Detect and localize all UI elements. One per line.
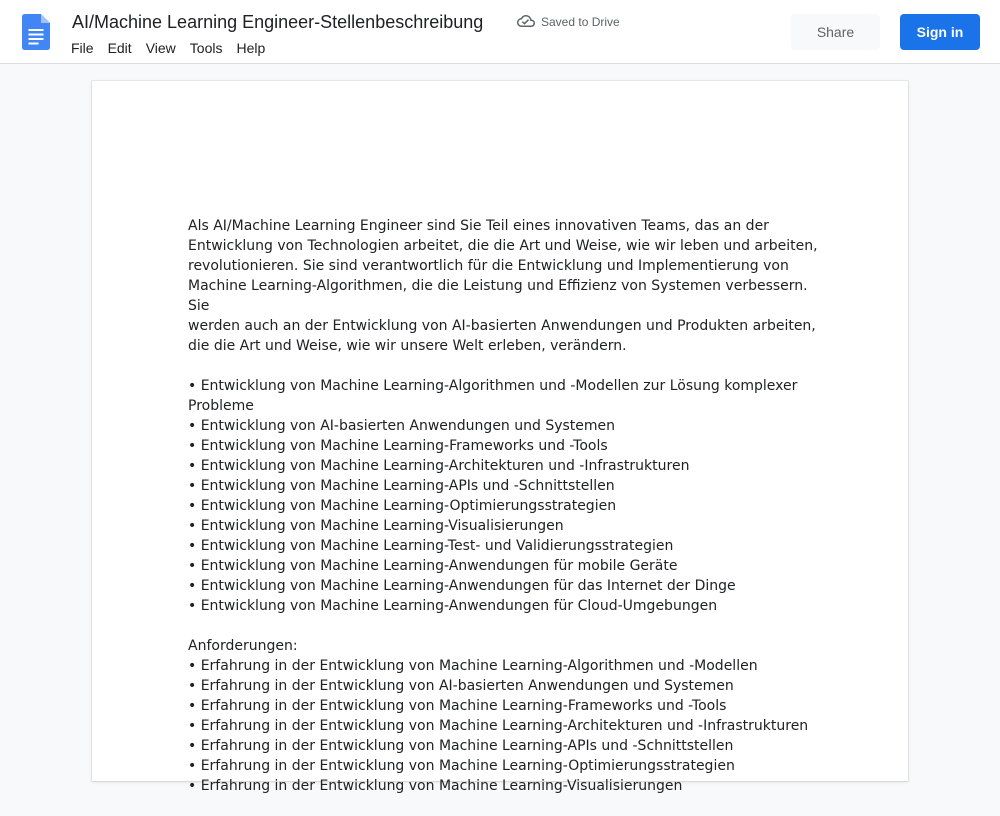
- tasks-list: [188, 376, 818, 616]
- list-item: • Entwicklung von Machine Learning-APIs und -Schnittstellen: [188, 478, 615, 494]
- list-item: • Erfahrung in der Entwicklung von AI-basierten Anwendungen und Systemen: [188, 678, 734, 694]
- menu-view[interactable]: View: [145, 40, 176, 56]
- share-label: Share: [816, 24, 855, 40]
- list-item: • Erfahrung in der Entwicklung von Machine Learning-Algorithmen und -Modellen: [188, 658, 758, 674]
- app-header: [0, 0, 1000, 64]
- list-item: • Entwicklung von Machine Learning-Architekturen und -Infrastrukturen: [188, 458, 690, 474]
- list-item: • Erfahrung in der Entwicklung von Machine Learning-Architekturen und -Infrastrukturen: [188, 718, 809, 734]
- list-item: • Erfahrung in der Entwicklung von Machine Learning-Frameworks und -Tools: [188, 698, 727, 714]
- share-button[interactable]: [791, 14, 880, 50]
- document-body[interactable]: [188, 216, 818, 816]
- intro-paragraph: [188, 216, 818, 356]
- list-item: • Erfahrung in der Entwicklung von Machine Learning-Optimierungsstrategien: [188, 758, 735, 774]
- text-line: Machine Learning-Algorithmen, die die Leistung und Effizienz von Systemen verbessern. Sie: [188, 278, 808, 314]
- list-item: • Erfahrung in der Entwicklung von Machine Learning-Visualisierungen: [188, 778, 683, 794]
- list-item: • Entwicklung von Machine Learning-Frameworks und -Tools: [188, 438, 608, 454]
- document-title[interactable]: AI/Machine Learning Engineer-Stellenbeschreibung: [72, 12, 484, 32]
- list-item: • Entwicklung von Machine Learning-Optimierungsstrategien: [188, 498, 617, 514]
- list-item: • Entwicklung von Machine Learning-Test- und Validierungsstrategien: [188, 538, 674, 554]
- list-item: • Erfahrung in der Entwicklung von Machine Learning-APIs und -Schnittstellen: [188, 738, 734, 754]
- list-item: • Entwicklung von Machine Learning-Anwendungen für mobile Geräte: [188, 558, 678, 574]
- text-line: die die Art und Weise, wie wir unsere Welt erleben, verändern.: [188, 338, 627, 354]
- text-line: revolutionieren. Sie sind verantwortlich für die Entwicklung und Implementierung von: [188, 258, 789, 274]
- menu-help[interactable]: Help: [236, 40, 266, 56]
- text-line: Als AI/Machine Learning Engineer sind Sie Teil eines innovativen Teams, das an der: [188, 218, 769, 234]
- list-item: • Entwicklung von Machine Learning-Algorithmen und -Modellen zur Lösung komplexer: [188, 378, 798, 394]
- save-status-label: Saved to Drive: [541, 15, 620, 29]
- list-item: • Entwicklung von Machine Learning-Anwendungen für Cloud-Umgebungen: [188, 598, 718, 614]
- menu-edit[interactable]: Edit: [107, 40, 132, 56]
- list-item: Probleme: [188, 398, 254, 414]
- text-line: Entwicklung von Technologien arbeitet, die die Art und Weise, wie wir leben und arbeiten,: [188, 238, 818, 254]
- docs-logo-icon[interactable]: [22, 14, 50, 50]
- sign-in-button[interactable]: Sign in: [900, 14, 980, 50]
- text-line: werden auch an der Entwicklung von AI-basierten Anwendungen und Produkten arbeiten,: [188, 318, 816, 334]
- requirements-section: [188, 636, 818, 796]
- list-item: • Entwicklung von AI-basierten Anwendungen und Systemen: [188, 418, 616, 434]
- requirements-heading: Anforderungen:: [188, 638, 298, 654]
- save-status[interactable]: [517, 13, 620, 31]
- list-item: • Entwicklung von Machine Learning-Visualisierungen: [188, 518, 564, 534]
- list-item: • Entwicklung von Machine Learning-Anwendungen für das Internet der Dinge: [188, 578, 736, 594]
- menu-bar: [64, 38, 272, 58]
- menu-file[interactable]: File: [71, 40, 94, 56]
- menu-tools[interactable]: Tools: [189, 40, 223, 56]
- document-page: [92, 81, 908, 794]
- cloud-done-icon: [517, 12, 535, 33]
